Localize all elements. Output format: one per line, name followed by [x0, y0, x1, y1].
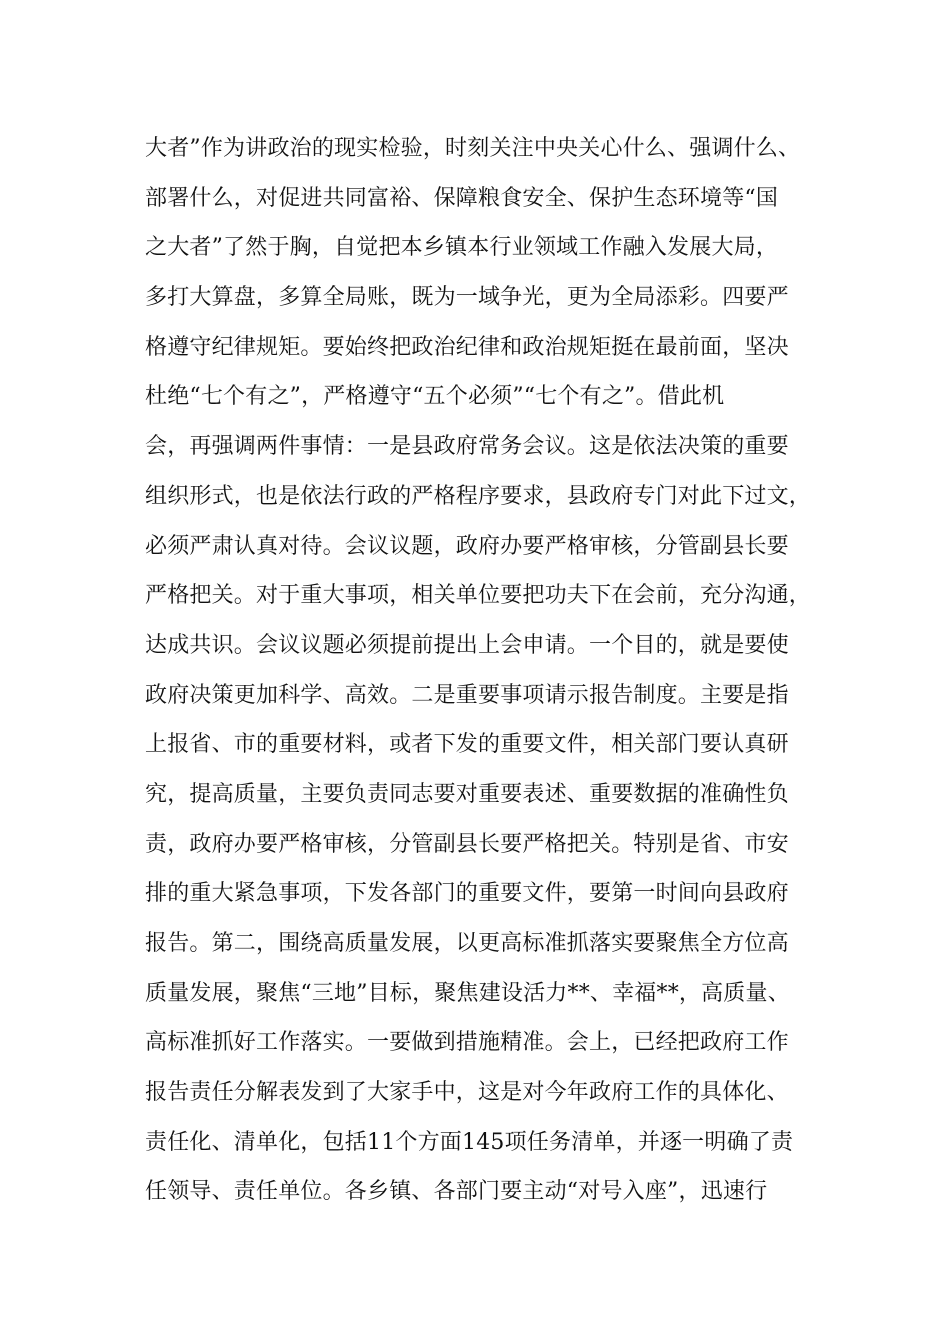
text-line: 之大者”了然于胸，自觉把本乡镇本行业领域工作融入发展大局， — [145, 235, 779, 261]
text-line: 格遵守纪律规矩。要始终把政治纪律和政治规矩挺在最前面，坚决 — [145, 334, 789, 360]
text-line: 杜绝“七个有之”，严格遵守“五个必须”“七个有之”。借此机 — [145, 384, 725, 410]
text-line: 大者”作为讲政治的现实检验，时刻关注中央关心什么、强调什么、 — [145, 136, 801, 161]
text-line: 报告责任分解表发到了大家手中，这是对今年政府工作的具体化、 — [145, 1080, 789, 1106]
text-line: 责任化、清单化，包括11个方面145项任务清单，并逐一明确了责 — [145, 1129, 794, 1155]
text-line: 会，再强调两件事情：一是县政府常务会议。这是依法决策的重要 — [145, 434, 789, 460]
text-line: 严格把关。对于重大事项，相关单位要把功夫下在会前，充分沟通， — [145, 583, 812, 609]
text-line: 达成共识。会议议题必须提前提出上会申请。一个目的，就是要使 — [145, 632, 789, 658]
body-text — [145, 130, 815, 1223]
text-line: 责，政府办要严格审核，分管副县长要严格把关。特别是省、市安 — [145, 831, 789, 857]
text-line: 质量发展，聚焦“三地”目标，聚焦建设活力**、幸福**，高质量、 — [145, 980, 790, 1006]
text-line: 多打大算盘，多算全局账，既为一域争光，更为全局添彩。四要严 — [145, 285, 789, 311]
text-line: 报告。第二，围绕高质量发展，以更高标准抓落实要聚焦全方位高 — [145, 931, 789, 956]
text-line: 部署什么，对促进共同富裕、保障粮食安全、保护生态环境等“国 — [145, 185, 779, 211]
text-line: 高标准抓好工作落实。一要做到措施精准。会上，已经把政府工作 — [145, 1030, 789, 1056]
text-line: 上报省、市的重要材料，或者下发的重要文件，相关部门要认真研 — [145, 732, 789, 758]
text-line: 政府决策更加科学、高效。二是重要事项请示报告制度。主要是指 — [145, 682, 789, 708]
text-line: 任领导、责任单位。各乡镇、各部门要主动“对号入座”，迅速行 — [145, 1179, 768, 1205]
text-line: 组织形式，也是依法行政的严格程序要求，县政府专门对此下过文， — [145, 483, 812, 509]
text-line: 必须严肃认真对待。会议议题，政府办要严格审核，分管副县长要 — [145, 533, 789, 559]
text-line: 排的重大紧急事项，下发各部门的重要文件，要第一时间向县政府 — [145, 881, 789, 907]
text-line: 究，提高质量，主要负责同志要对重要表述、重要数据的准确性负 — [145, 781, 789, 807]
